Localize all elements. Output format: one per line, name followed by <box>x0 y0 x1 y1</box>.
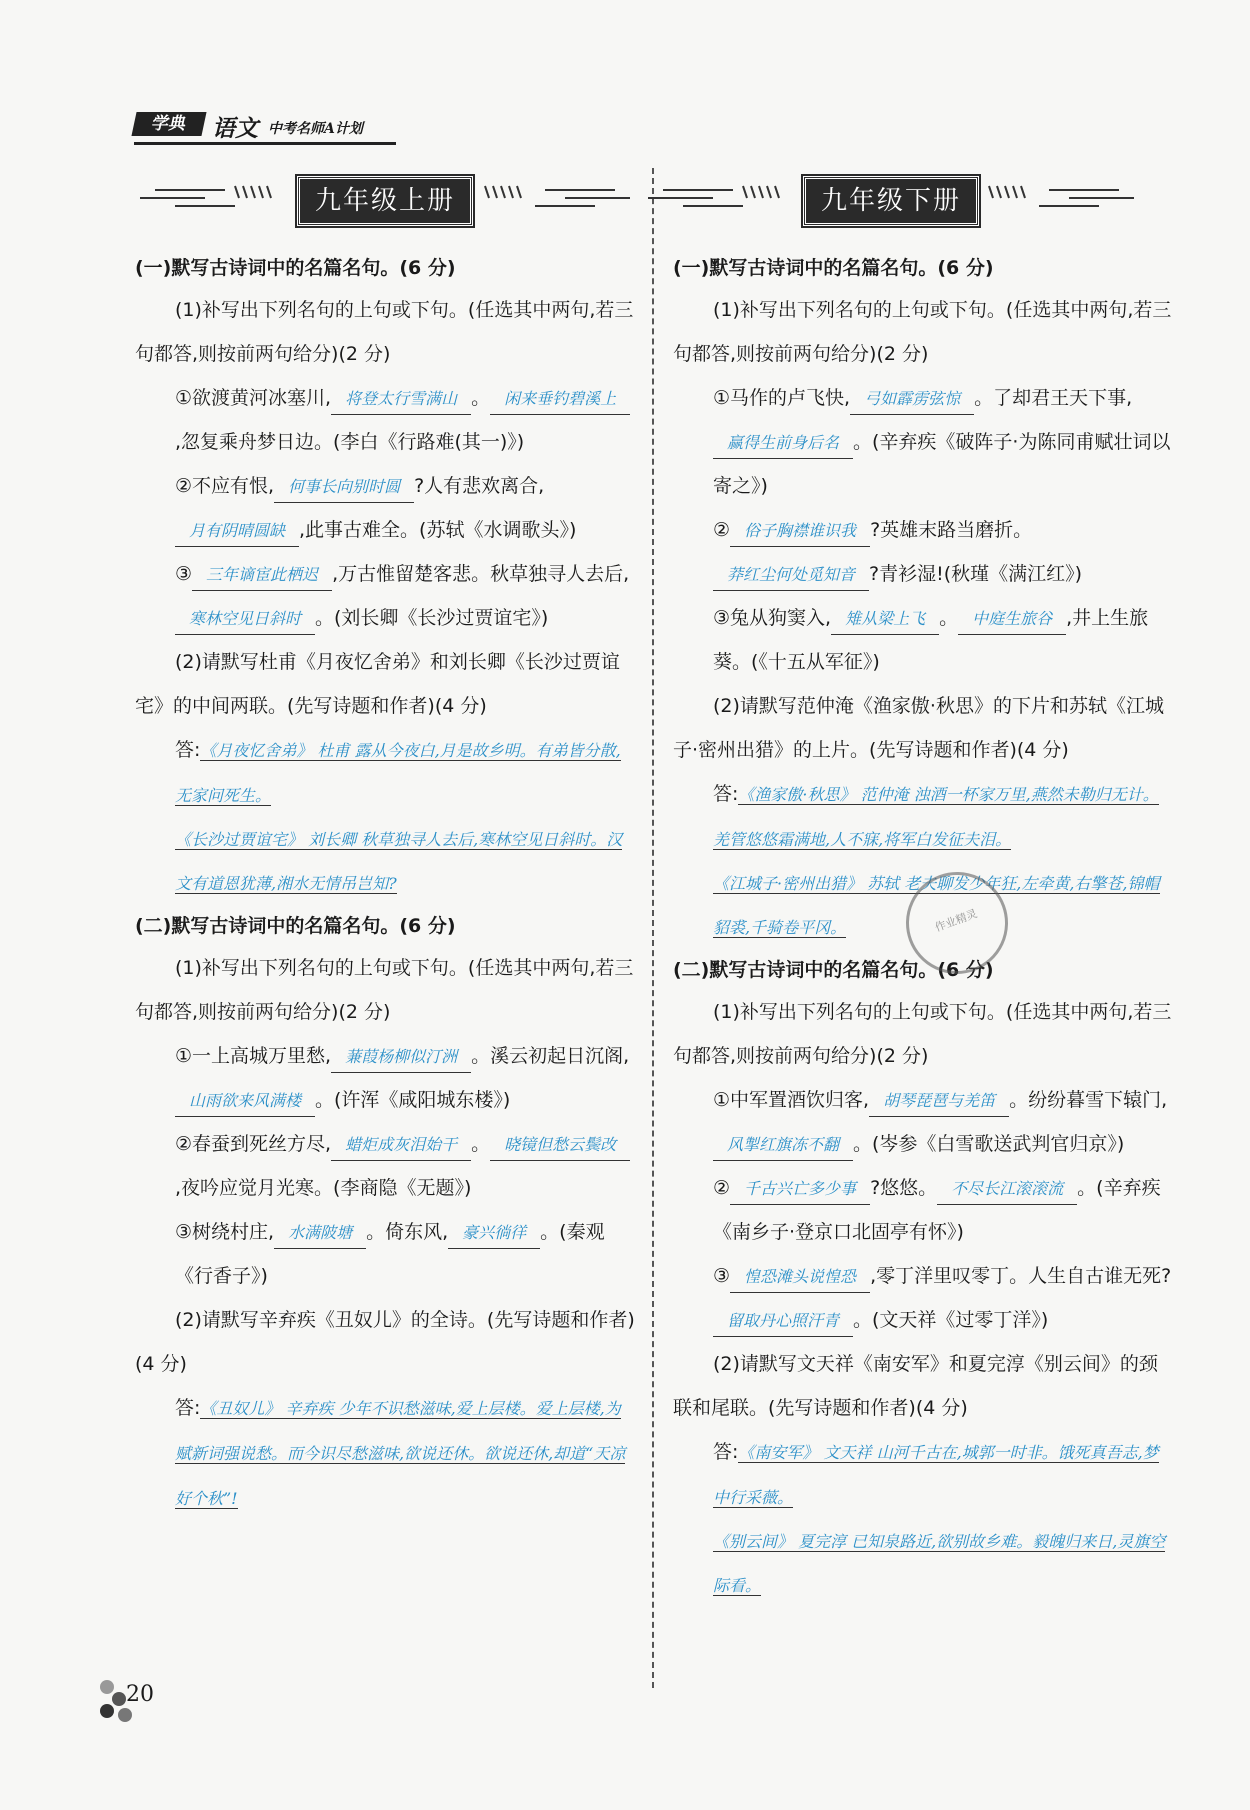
answer-blank: 三年谪宦此栖迟 <box>192 560 332 591</box>
answer-blank: 晓镜但愁云鬓改 <box>490 1130 630 1161</box>
question-text: (1)补写出下列名句的上句或下句。(任选其中两句,若三句都答,则按前两句给分)(2 分) <box>673 299 1172 365</box>
fill-item: ①马作的卢飞快, 弓如霹雳弦惊 。了却君王天下事,赢得生前身后名 。(辛弃疾《破阵子·为陈同甫赋壮词以寄之》) <box>673 376 1173 508</box>
written-answer: 答:《月夜忆舍弟》 杜甫 露从今夜白,月是故乡明。有弟皆分散,无家问死生。 <box>175 739 621 805</box>
written-answer: 《别云间》 夏完淳 已知泉路近,欲别故乡难。毅魄归来日,灵旗空际看。 <box>713 1532 1166 1595</box>
answer-blank: 惶恐滩头说惶恐 <box>730 1262 870 1293</box>
section-title: (一)默写古诗词中的名篇名句。(6 分) <box>673 257 994 279</box>
question-text: (2)请默写辛弃疾《丑奴儿》的全诗。(先写诗题和作者)(4 分) <box>135 1309 635 1375</box>
fill-item: ①中军置酒饮归客, 胡琴琵琶与羌笛 。纷纷暮雪下辕门,风掣红旗冻不翻 。(岑参《白雪歌送武判官归京》) <box>673 1078 1173 1166</box>
answer-blank: 千古兴亡多少事 <box>730 1174 870 1205</box>
fill-item: ③兔从狗窦入, 雉从梁上飞 。 中庭生旅谷 ,井上生旅葵。(《十五从军征》) <box>673 596 1173 684</box>
fill-item: ③树绕村庄, 水满陂塘 。倚东风, 豪兴徜徉 。(秦观《行香子》) <box>135 1210 635 1298</box>
written-answer: 答:《丑奴儿》 辛弃疾 少年不识愁滋味,爱上层楼。爱上层楼,为赋新词强说愁。而今识尽愁滋味,欲说还休。欲说还休,却道“天凉好个秋”! <box>175 1397 626 1508</box>
fill-item: ③ 三年谪宦此栖迟 ,万古惟留楚客悲。秋草独寻人去后,寒林空见日斜时 。(刘长卿《长沙过贾谊宅》) <box>135 552 635 640</box>
answer-blank: 蜡炬成灰泪始干 <box>331 1130 471 1161</box>
decor-swirl-right-icon <box>979 178 1139 218</box>
answer-blank: 留取丹心照汗青 <box>713 1306 853 1337</box>
answer-blank: 寒林空见日斜时 <box>175 604 315 635</box>
written-answer: 《江城子·密州出猎》 苏轼 老夫聊发少年狂,左牵黄,右擎苍,锦帽貂裘,千骑卷平冈。 <box>713 874 1160 937</box>
written-answer: 答:《渔家傲·秋思》 范仲淹 浊酒一杯家万里,燕然未勒归无计。羌管悠悠霜满地,人不寐,将军白发征夫泪。 <box>713 783 1159 849</box>
section-banner-left <box>135 170 635 234</box>
answer-blank: 胡琴琵琶与羌笛 <box>869 1086 1009 1117</box>
decor-swirl-right-icon <box>475 178 635 218</box>
question-text: (1)补写出下列名句的上句或下句。(任选其中两句,若三句都答,则按前两句给分)(2 分) <box>135 299 634 365</box>
answer-blank: 月有阴晴圆缺 <box>175 516 299 547</box>
question-text: (2)请默写文天祥《南安军》和夏完淳《别云间》的颈联和尾联。(先写诗题和作者)(4 分) <box>673 1353 1158 1419</box>
answer-blank: 豪兴徜徉 <box>448 1218 540 1249</box>
fill-item: ③ 惶恐滩头说惶恐 ,零丁洋里叹零丁。人生自古谁无死?留取丹心照汗青 。(文天祥《过零丁洋》) <box>673 1254 1173 1342</box>
answer-blank: 赢得生前身后名 <box>713 428 853 459</box>
decor-swirl-left-icon <box>135 178 295 218</box>
answer-blank: 水满陂塘 <box>274 1218 366 1249</box>
question-text: (1)补写出下列名句的上句或下句。(任选其中两句,若三句都答,则按前两句给分)(2 分) <box>135 957 634 1023</box>
answer-blank: 雉从梁上飞 <box>831 604 939 635</box>
section-title: (一)默写古诗词中的名篇名句。(6 分) <box>135 257 456 279</box>
answer-blank: 何事长向别时圆 <box>274 472 414 503</box>
fill-item: ①欲渡黄河冰塞川, 将登太行雪满山 。 闲来垂钓碧溪上,忽复乘舟梦日边。(李白《行路难(其一)》) <box>135 376 635 464</box>
answer-blank: 山雨欲来风满楼 <box>175 1086 315 1117</box>
answer-blank: 闲来垂钓碧溪上 <box>490 384 630 415</box>
banner-title: 九年级上册 <box>297 176 473 226</box>
fill-item: ①一上高城万里愁, 蒹葭杨柳似汀洲 。溪云初起日沉阁,山雨欲来风满楼 。(许浑《咸阳城东楼》) <box>135 1034 635 1122</box>
answer-blank: 不尽长江滚滚流 <box>937 1174 1077 1205</box>
question-text: (2)请默写杜甫《月夜忆舍弟》和刘长卿《长沙过贾谊宅》的中间两联。(先写诗题和作者)(4 分) <box>135 651 620 717</box>
brand-header <box>134 110 396 145</box>
brand-logo: 学典 <box>131 112 206 136</box>
left-column <box>135 170 635 1521</box>
brand-series: 中考名师A计划 <box>268 121 363 137</box>
section-title: (二)默写古诗词中的名篇名句。(6 分) <box>673 959 994 981</box>
written-answer: 《长沙过贾谊宅》 刘长卿 秋草独寻人去后,寒林空见日斜时。汉文有道恩犹薄,湘水无情吊岂知? <box>175 830 623 893</box>
section-title: (二)默写古诗词中的名篇名句。(6 分) <box>135 915 456 937</box>
answer-blank: 蒹葭杨柳似汀洲 <box>331 1042 471 1073</box>
watermark-stamp: 作业精灵 <box>892 858 1023 989</box>
fill-item: ② 千古兴亡多少事 ?悠悠。 不尽长江滚滚流 。(辛弃疾《南乡子·登京口北固亭有怀》) <box>673 1166 1173 1254</box>
page-number: 20 <box>126 1682 154 1707</box>
banner-title: 九年级下册 <box>803 176 979 226</box>
question-text: (1)补写出下列名句的上句或下句。(任选其中两句,若三句都答,则按前两句给分)(2 分) <box>673 1001 1172 1067</box>
section-banner-right <box>673 170 1173 234</box>
question-text: (2)请默写范仲淹《渔家傲·秋思》的下片和苏轼《江城子·密州出猎》的上片。(先写诗题和作者)(4 分) <box>673 695 1164 761</box>
answer-blank: 将登太行雪满山 <box>331 384 471 415</box>
written-answer: 答:《南安军》 文天祥 山河千古在,城郭一时非。饿死真吾志,梦中行采薇。 <box>713 1441 1159 1507</box>
decor-swirl-left-icon <box>643 178 803 218</box>
brand-subject: 语文 <box>212 115 258 142</box>
answer-blank: 俗子胸襟谁识我 <box>730 516 870 547</box>
answer-blank: 中庭生旅谷 <box>958 604 1066 635</box>
answer-blank: 弓如霹雳弦惊 <box>850 384 974 415</box>
fill-item: ②不应有恨, 何事长向别时圆 ?人有悲欢离合,月有阴晴圆缺 ,此事古难全。(苏轼《水调歌头》) <box>135 464 635 552</box>
fill-item: ② 俗子胸襟谁识我 ?英雄末路当磨折。莽红尘何处觅知音 ?青衫湿!(秋瑾《满江红》) <box>673 508 1173 596</box>
column-divider <box>652 168 654 1688</box>
answer-blank: 莽红尘何处觅知音 <box>713 560 869 591</box>
fill-item: ②春蚕到死丝方尽, 蜡炬成灰泪始干 。 晓镜但愁云鬓改,夜吟应觉月光寒。(李商隐《无题》) <box>135 1122 635 1210</box>
answer-blank: 风掣红旗冻不翻 <box>713 1130 853 1161</box>
